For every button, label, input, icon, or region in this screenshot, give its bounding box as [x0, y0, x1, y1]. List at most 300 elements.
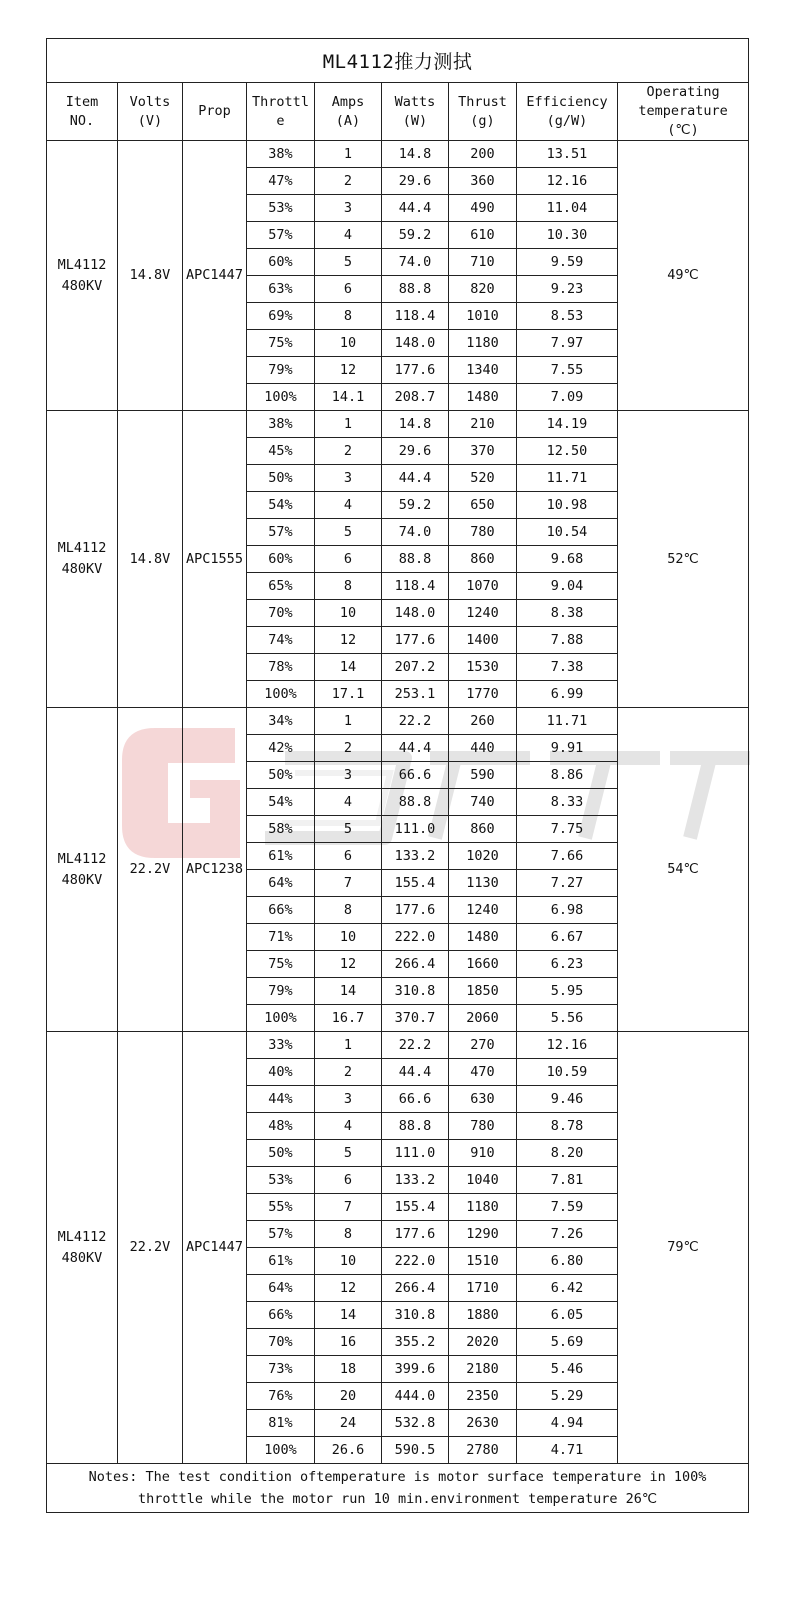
thrust-cell: 270	[449, 1032, 517, 1059]
thrust-cell: 1240	[449, 897, 517, 924]
watts-cell: 253.1	[382, 681, 449, 708]
thrust-cell: 2020	[449, 1329, 517, 1356]
item-no-line: ML4112	[57, 256, 107, 273]
efficiency-cell: 8.33	[517, 789, 618, 816]
efficiency-cell: 11.71	[517, 708, 618, 735]
item-no-cell	[47, 1032, 118, 1464]
thrust-cell: 1880	[449, 1302, 517, 1329]
table-row	[47, 708, 749, 735]
throttle-cell: 79%	[247, 357, 315, 384]
amps-cell: 14	[315, 654, 382, 681]
watts-cell: 88.8	[382, 546, 449, 573]
throttle-cell: 38%	[247, 411, 315, 438]
throttle-cell: 42%	[247, 735, 315, 762]
header-line: Watts	[394, 93, 436, 110]
header-volts	[118, 83, 183, 141]
watts-cell: 177.6	[382, 357, 449, 384]
amps-cell: 4	[315, 222, 382, 249]
watts-cell: 444.0	[382, 1383, 449, 1410]
watts-cell: 66.6	[382, 762, 449, 789]
item-no-line: 480KV	[61, 561, 103, 577]
header-line: Throttl	[252, 93, 309, 110]
watts-cell: 310.8	[382, 1302, 449, 1329]
operating-temperature-cell: 79℃	[618, 1032, 749, 1464]
throttle-cell: 76%	[247, 1383, 315, 1410]
efficiency-cell: 6.42	[517, 1275, 618, 1302]
amps-cell: 5	[315, 1140, 382, 1167]
watts-cell: 355.2	[382, 1329, 449, 1356]
amps-cell: 12	[315, 951, 382, 978]
volts-cell: 14.8V	[118, 141, 183, 411]
throttle-cell: 71%	[247, 924, 315, 951]
watts-cell: 22.2	[382, 708, 449, 735]
thrust-cell: 710	[449, 249, 517, 276]
thrust-cell: 780	[449, 1113, 517, 1140]
thrust-cell: 1010	[449, 303, 517, 330]
throttle-cell: 54%	[247, 789, 315, 816]
thrust-cell: 610	[449, 222, 517, 249]
amps-cell: 2	[315, 735, 382, 762]
amps-cell: 8	[315, 573, 382, 600]
header-operating-temperature	[618, 83, 749, 141]
throttle-cell: 66%	[247, 1302, 315, 1329]
throttle-cell: 50%	[247, 465, 315, 492]
amps-cell: 26.6	[315, 1437, 382, 1464]
throttle-cell: 44%	[247, 1086, 315, 1113]
thrust-cell: 1770	[449, 681, 517, 708]
thrust-cell: 780	[449, 519, 517, 546]
throttle-cell: 69%	[247, 303, 315, 330]
amps-cell: 6	[315, 1167, 382, 1194]
watts-cell: 148.0	[382, 330, 449, 357]
volts-cell: 14.8V	[118, 411, 183, 708]
efficiency-cell: 8.53	[517, 303, 618, 330]
thrust-cell: 860	[449, 546, 517, 573]
thrust-cell: 2350	[449, 1383, 517, 1410]
efficiency-cell: 10.30	[517, 222, 618, 249]
efficiency-cell: 5.46	[517, 1356, 618, 1383]
watts-cell: 88.8	[382, 789, 449, 816]
amps-cell: 7	[315, 870, 382, 897]
notes-row	[47, 1464, 749, 1513]
efficiency-cell: 12.16	[517, 168, 618, 195]
efficiency-cell: 7.97	[517, 330, 618, 357]
watts-cell: 44.4	[382, 1059, 449, 1086]
efficiency-cell: 7.88	[517, 627, 618, 654]
watts-cell: 177.6	[382, 1221, 449, 1248]
throttle-cell: 50%	[247, 762, 315, 789]
amps-cell: 7	[315, 1194, 382, 1221]
table-row	[47, 1032, 749, 1059]
throttle-cell: 64%	[247, 1275, 315, 1302]
throttle-cell: 70%	[247, 600, 315, 627]
thrust-cell: 1480	[449, 384, 517, 411]
watts-cell: 111.0	[382, 816, 449, 843]
amps-cell: 3	[315, 762, 382, 789]
watts-cell: 177.6	[382, 627, 449, 654]
throttle-cell: 100%	[247, 1437, 315, 1464]
efficiency-cell: 8.20	[517, 1140, 618, 1167]
efficiency-cell: 9.04	[517, 573, 618, 600]
amps-cell: 5	[315, 249, 382, 276]
amps-cell: 17.1	[315, 681, 382, 708]
efficiency-cell: 7.38	[517, 654, 618, 681]
thrust-cell: 1660	[449, 951, 517, 978]
throttle-cell: 75%	[247, 330, 315, 357]
header-line: Efficiency	[526, 93, 608, 110]
thrust-cell: 360	[449, 168, 517, 195]
amps-cell: 10	[315, 924, 382, 951]
efficiency-cell: 5.69	[517, 1329, 618, 1356]
header-thrust	[449, 83, 517, 141]
header-efficiency	[517, 83, 618, 141]
throttle-cell: 78%	[247, 654, 315, 681]
header-line: Operating	[646, 84, 720, 100]
header-line: (V)	[137, 112, 163, 129]
amps-cell: 20	[315, 1383, 382, 1410]
watts-cell: 532.8	[382, 1410, 449, 1437]
throttle-cell: 74%	[247, 627, 315, 654]
watts-cell: 266.4	[382, 1275, 449, 1302]
header-line: (℃)	[667, 122, 699, 138]
watts-cell: 59.2	[382, 222, 449, 249]
thrust-cell: 1530	[449, 654, 517, 681]
amps-cell: 3	[315, 195, 382, 222]
throttle-cell: 70%	[247, 1329, 315, 1356]
throttle-cell: 53%	[247, 195, 315, 222]
watts-cell: 14.8	[382, 411, 449, 438]
amps-cell: 14.1	[315, 384, 382, 411]
amps-cell: 1	[315, 1032, 382, 1059]
thrust-cell: 1070	[449, 573, 517, 600]
watts-cell: 133.2	[382, 843, 449, 870]
thrust-cell: 1480	[449, 924, 517, 951]
thrust-cell: 490	[449, 195, 517, 222]
item-no-cell	[47, 708, 118, 1032]
throttle-cell: 100%	[247, 681, 315, 708]
throttle-cell: 34%	[247, 708, 315, 735]
watts-cell: 29.6	[382, 168, 449, 195]
efficiency-cell: 11.04	[517, 195, 618, 222]
thrust-cell: 1400	[449, 627, 517, 654]
thrust-cell: 2180	[449, 1356, 517, 1383]
throttle-cell: 66%	[247, 897, 315, 924]
watts-cell: 14.8	[382, 141, 449, 168]
amps-cell: 3	[315, 1086, 382, 1113]
efficiency-cell: 7.09	[517, 384, 618, 411]
throttle-cell: 65%	[247, 573, 315, 600]
header-line: Volts	[129, 93, 171, 110]
watts-cell: 177.6	[382, 897, 449, 924]
item-no-line: 480KV	[61, 1249, 103, 1266]
efficiency-cell: 4.71	[517, 1437, 618, 1464]
watts-cell: 590.5	[382, 1437, 449, 1464]
throttle-cell: 40%	[247, 1059, 315, 1086]
efficiency-cell: 7.81	[517, 1167, 618, 1194]
efficiency-cell: 6.98	[517, 897, 618, 924]
watts-cell: 74.0	[382, 519, 449, 546]
throttle-cell: 75%	[247, 951, 315, 978]
throttle-cell: 54%	[247, 492, 315, 519]
efficiency-cell: 6.67	[517, 924, 618, 951]
watts-cell: 222.0	[382, 1248, 449, 1275]
thrust-test-table-container	[46, 38, 748, 1513]
throttle-cell: 58%	[247, 816, 315, 843]
watts-cell: 370.7	[382, 1005, 449, 1032]
efficiency-cell: 7.75	[517, 816, 618, 843]
amps-cell: 1	[315, 708, 382, 735]
thrust-test-table	[46, 38, 749, 1513]
amps-cell: 6	[315, 843, 382, 870]
thrust-cell: 520	[449, 465, 517, 492]
amps-cell: 3	[315, 465, 382, 492]
thrust-cell: 1180	[449, 1194, 517, 1221]
throttle-cell: 64%	[247, 870, 315, 897]
watts-cell: 310.8	[382, 978, 449, 1005]
amps-cell: 12	[315, 627, 382, 654]
watts-cell: 148.0	[382, 600, 449, 627]
throttle-cell: 79%	[247, 978, 315, 1005]
watts-cell: 266.4	[382, 951, 449, 978]
header-line: NO.	[69, 112, 95, 129]
thrust-cell: 2060	[449, 1005, 517, 1032]
efficiency-cell: 4.94	[517, 1410, 618, 1437]
throttle-cell: 73%	[247, 1356, 315, 1383]
thrust-cell: 260	[449, 708, 517, 735]
amps-cell: 4	[315, 789, 382, 816]
watts-cell: 88.8	[382, 276, 449, 303]
header-item-no	[47, 83, 118, 141]
thrust-cell: 1710	[449, 1275, 517, 1302]
watts-cell: 44.4	[382, 735, 449, 762]
watts-cell: 222.0	[382, 924, 449, 951]
watts-cell: 118.4	[382, 303, 449, 330]
watts-cell: 74.0	[382, 249, 449, 276]
throttle-cell: 81%	[247, 1410, 315, 1437]
thrust-cell: 440	[449, 735, 517, 762]
operating-temperature-cell: 54℃	[618, 708, 749, 1032]
amps-cell: 8	[315, 1221, 382, 1248]
item-no-cell	[47, 411, 118, 708]
throttle-cell: 100%	[247, 1005, 315, 1032]
thrust-cell: 2780	[449, 1437, 517, 1464]
item-no-line: 480KV	[61, 277, 103, 294]
efficiency-cell: 12.50	[517, 438, 618, 465]
watts-cell: 29.6	[382, 438, 449, 465]
efficiency-cell: 5.56	[517, 1005, 618, 1032]
thrust-cell: 650	[449, 492, 517, 519]
throttle-cell: 57%	[247, 1221, 315, 1248]
efficiency-cell: 7.59	[517, 1194, 618, 1221]
thrust-cell: 590	[449, 762, 517, 789]
efficiency-cell: 9.91	[517, 735, 618, 762]
efficiency-cell: 9.68	[517, 546, 618, 573]
throttle-cell: 48%	[247, 1113, 315, 1140]
amps-cell: 18	[315, 1356, 382, 1383]
efficiency-cell: 7.27	[517, 870, 618, 897]
table-title: ML4112推力测拭	[47, 39, 749, 83]
thrust-cell: 470	[449, 1059, 517, 1086]
amps-cell: 8	[315, 303, 382, 330]
prop-cell: APC1238	[183, 708, 247, 1032]
header-line: Item	[65, 93, 99, 110]
watts-cell: 44.4	[382, 465, 449, 492]
amps-cell: 16	[315, 1329, 382, 1356]
efficiency-cell: 9.46	[517, 1086, 618, 1113]
amps-cell: 8	[315, 897, 382, 924]
amps-cell: 14	[315, 1302, 382, 1329]
amps-cell: 10	[315, 1248, 382, 1275]
thrust-cell: 1130	[449, 870, 517, 897]
amps-cell: 4	[315, 1113, 382, 1140]
throttle-cell: 33%	[247, 1032, 315, 1059]
efficiency-cell: 6.05	[517, 1302, 618, 1329]
item-no-line: ML4112	[57, 1228, 107, 1245]
amps-cell: 14	[315, 978, 382, 1005]
efficiency-cell: 8.78	[517, 1113, 618, 1140]
efficiency-cell: 8.86	[517, 762, 618, 789]
item-no-line: ML4112	[57, 850, 107, 867]
thrust-cell: 860	[449, 816, 517, 843]
watts-cell: 208.7	[382, 384, 449, 411]
header-line: temperature	[638, 103, 728, 119]
item-no-cell	[47, 141, 118, 411]
watts-cell: 59.2	[382, 492, 449, 519]
efficiency-cell: 13.51	[517, 141, 618, 168]
volts-cell: 22.2V	[118, 1032, 183, 1464]
efficiency-cell: 6.99	[517, 681, 618, 708]
amps-cell: 12	[315, 1275, 382, 1302]
header-amps	[315, 83, 382, 141]
header-line: Thrust	[458, 93, 507, 110]
efficiency-cell: 11.71	[517, 465, 618, 492]
thrust-cell: 200	[449, 141, 517, 168]
watts-cell: 66.6	[382, 1086, 449, 1113]
header-watts	[382, 83, 449, 141]
thrust-cell: 1040	[449, 1167, 517, 1194]
header-line: Amps	[331, 93, 365, 110]
notes-line: throttle while the motor run 10 min.environment temperature 26℃	[137, 1491, 658, 1507]
thrust-cell: 1340	[449, 357, 517, 384]
watts-cell: 111.0	[382, 1140, 449, 1167]
amps-cell: 1	[315, 141, 382, 168]
header-line: (g/W)	[546, 112, 588, 129]
watts-cell: 22.2	[382, 1032, 449, 1059]
efficiency-cell: 6.80	[517, 1248, 618, 1275]
thrust-cell: 1290	[449, 1221, 517, 1248]
amps-cell: 4	[315, 492, 382, 519]
throttle-cell: 100%	[247, 384, 315, 411]
efficiency-cell: 5.29	[517, 1383, 618, 1410]
header-row	[47, 83, 749, 141]
throttle-cell: 60%	[247, 249, 315, 276]
throttle-cell: 38%	[247, 141, 315, 168]
throttle-cell: 63%	[247, 276, 315, 303]
amps-cell: 1	[315, 411, 382, 438]
amps-cell: 5	[315, 816, 382, 843]
watts-cell: 399.6	[382, 1356, 449, 1383]
thrust-cell: 1510	[449, 1248, 517, 1275]
amps-cell: 10	[315, 600, 382, 627]
table-row	[47, 141, 749, 168]
thrust-cell: 630	[449, 1086, 517, 1113]
watts-cell: 133.2	[382, 1167, 449, 1194]
efficiency-cell: 7.55	[517, 357, 618, 384]
header-line: (W)	[402, 112, 428, 129]
watts-cell: 118.4	[382, 573, 449, 600]
efficiency-cell: 8.38	[517, 600, 618, 627]
throttle-cell: 61%	[247, 843, 315, 870]
table-row	[47, 411, 749, 438]
header-line: (g)	[470, 112, 495, 129]
item-no-line: 480KV	[61, 871, 103, 888]
efficiency-cell: 10.54	[517, 519, 618, 546]
prop-cell: APC1447	[183, 1032, 247, 1464]
amps-cell: 24	[315, 1410, 382, 1437]
throttle-cell: 45%	[247, 438, 315, 465]
thrust-cell: 370	[449, 438, 517, 465]
thrust-cell: 1850	[449, 978, 517, 1005]
prop-cell: APC1555	[183, 411, 247, 708]
efficiency-cell: 7.26	[517, 1221, 618, 1248]
watts-cell: 88.8	[382, 1113, 449, 1140]
throttle-cell: 55%	[247, 1194, 315, 1221]
efficiency-cell: 14.19	[517, 411, 618, 438]
thrust-cell: 1020	[449, 843, 517, 870]
header-line: (A)	[335, 112, 361, 129]
amps-cell: 5	[315, 519, 382, 546]
watts-cell: 155.4	[382, 870, 449, 897]
throttle-cell: 50%	[247, 1140, 315, 1167]
prop-cell: APC1447	[183, 141, 247, 411]
operating-temperature-cell: 49℃	[618, 141, 749, 411]
volts-cell: 22.2V	[118, 708, 183, 1032]
efficiency-cell: 9.23	[517, 276, 618, 303]
amps-cell: 10	[315, 330, 382, 357]
amps-cell: 2	[315, 1059, 382, 1086]
header-line: e	[276, 112, 285, 129]
thrust-cell: 910	[449, 1140, 517, 1167]
amps-cell: 2	[315, 168, 382, 195]
efficiency-cell: 9.59	[517, 249, 618, 276]
amps-cell: 6	[315, 546, 382, 573]
thrust-cell: 740	[449, 789, 517, 816]
thrust-cell: 2630	[449, 1410, 517, 1437]
watts-cell: 155.4	[382, 1194, 449, 1221]
notes-line: Notes: The test condition oftemperature is motor surface temperature in 100%	[88, 1469, 707, 1485]
amps-cell: 6	[315, 276, 382, 303]
amps-cell: 16.7	[315, 1005, 382, 1032]
throttle-cell: 47%	[247, 168, 315, 195]
efficiency-cell: 10.98	[517, 492, 618, 519]
efficiency-cell: 7.66	[517, 843, 618, 870]
amps-cell: 12	[315, 357, 382, 384]
efficiency-cell: 6.23	[517, 951, 618, 978]
header-line: Prop	[198, 103, 231, 119]
throttle-cell: 60%	[247, 546, 315, 573]
watts-cell: 44.4	[382, 195, 449, 222]
efficiency-cell: 10.59	[517, 1059, 618, 1086]
header-throttle	[247, 83, 315, 141]
efficiency-cell: 5.95	[517, 978, 618, 1005]
throttle-cell: 57%	[247, 222, 315, 249]
efficiency-cell: 12.16	[517, 1032, 618, 1059]
operating-temperature-cell: 52℃	[618, 411, 749, 708]
thrust-cell: 1180	[449, 330, 517, 357]
throttle-cell: 57%	[247, 519, 315, 546]
thrust-cell: 210	[449, 411, 517, 438]
throttle-cell: 61%	[247, 1248, 315, 1275]
